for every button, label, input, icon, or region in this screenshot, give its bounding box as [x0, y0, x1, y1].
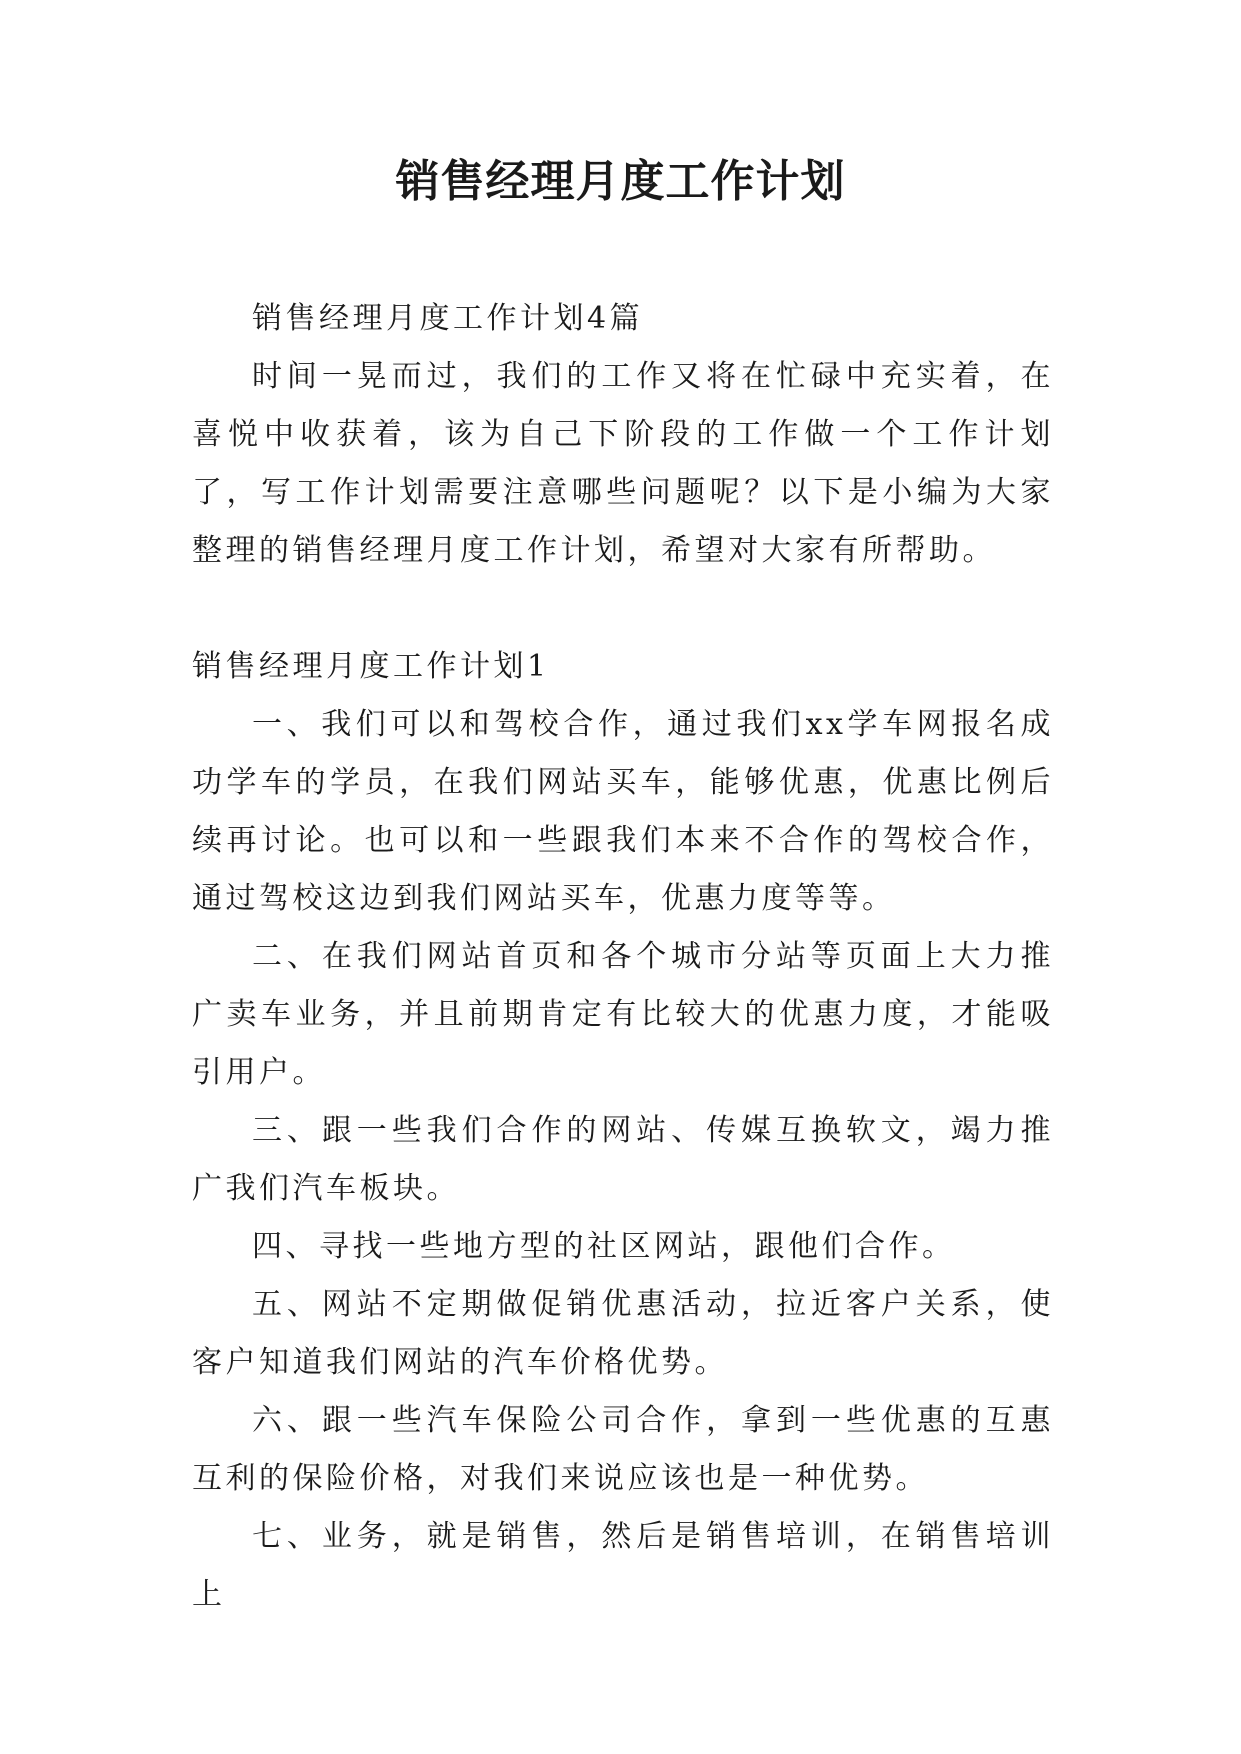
document-title: 销售经理月度工作计划 [395, 156, 846, 207]
plan-item-6: 六、跟一些汽车保险公司合作，拿到一些优惠的互惠互利的保险价格，对我们来说应该也是一种优势。 [192, 1403, 1054, 1496]
plan-item-5: 五、网站不定期做促销优惠活动，拉近客户关系，使客户知道我们网站的汽车价格优势。 [192, 1287, 1054, 1380]
section-heading: 销售经理月度工作计划1 [192, 649, 550, 684]
intro-paragraph: 时间一晃而过，我们的工作又将在忙碌中充实着，在喜悦中收获着，该为自己下阶段的工作做一个工作计划了，写工作计划需要注意哪些问题呢？以下是小编为大家整理的销售经理月度工作计划，希望对大家有所帮助。 [192, 359, 1054, 568]
document-body [192, 290, 1054, 1624]
document-subtitle: 销售经理月度工作计划4篇 [252, 301, 644, 336]
plan-item-2: 二、在我们网站首页和各个城市分站等页面上大力推广卖车业务，并且前期肯定有比较大的优惠力度，才能吸引用户。 [192, 939, 1054, 1090]
paragraph-gap [192, 580, 1054, 638]
plan-item-4: 四、寻找一些地方型的社区网站，跟他们合作。 [252, 1229, 956, 1264]
plan-item-7: 七、业务，就是销售，然后是销售培训，在销售培训上 [192, 1519, 1054, 1612]
plan-item-3: 三、跟一些我们合作的网站、传媒互换软文，竭力推广我们汽车板块。 [192, 1113, 1054, 1206]
plan-item-1: 一、我们可以和驾校合作，通过我们xx学车网报名成功学车的学员，在我们网站买车，能够优惠，优惠比例后续再讨论。也可以和一些跟我们本来不合作的驾校合作，通过驾校这边到我们网站买车，优惠力度等等。 [192, 707, 1054, 916]
